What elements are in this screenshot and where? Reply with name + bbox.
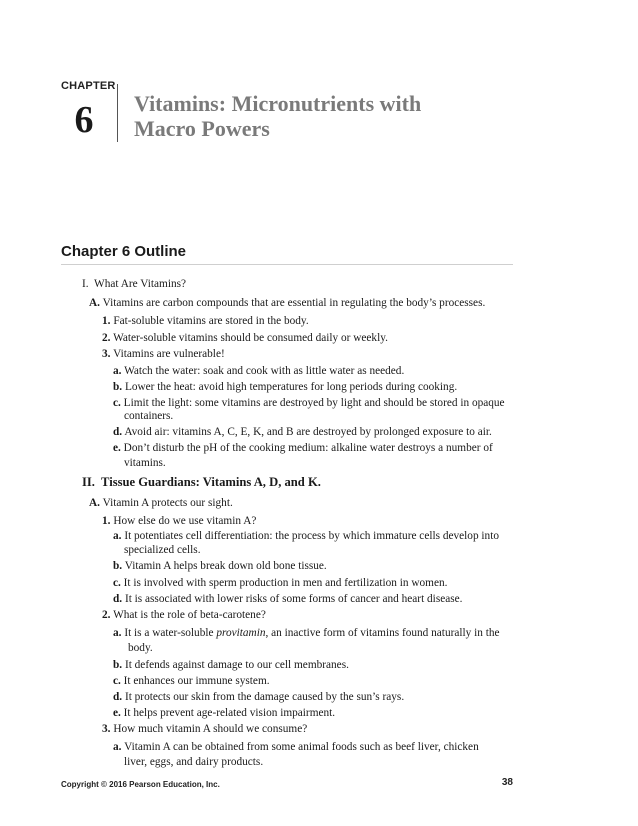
outline-text: , an inactive form of vitamins found naturally in the [265,627,500,639]
outline-item-II-A-2-b [113,658,349,672]
outline-label: II. [82,475,95,489]
chapter-label: CHAPTER [61,80,116,92]
outline-text: Avoid air: vitamins A, C, E, K, and B are destroyed by prolonged exposure to air. [124,426,492,438]
outline-item-II-A-1-a-continued [124,543,201,557]
outline-text: Lower the heat: avoid high temperatures for long periods during cooking. [124,381,458,393]
outline-item-II-A-2-c [113,674,270,688]
outline-text: Don’t disturb the pH of the cooking medium: alkaline water destroys a number of [123,442,493,454]
chapter-title [134,91,554,141]
outline-item-II-A-1 [102,514,256,528]
outline-text: Vitamin A helps break down old bone tissue. [124,560,327,572]
outline-label: c. [113,397,121,409]
outline-item-I-A-3-d [113,425,492,439]
outline-item-II-A-2-a [113,626,500,640]
outline-text: What Are Vitamins? [94,278,187,290]
outline-item-I [82,277,186,291]
outline-text: Vitamins are carbon compounds that are essential in regulating the body’s processes. [102,297,486,309]
outline-item-II-A-2-a-continued [128,641,153,655]
outline-text: It is involved with sperm production in men and fertilization in women. [123,577,448,589]
outline-text: Fat-soluble vitamins are stored in the body. [113,315,309,327]
outline-text: Water-soluble vitamins should be consumed daily or weekly. [113,332,388,344]
outline-item-I-A-3-e-continued [124,456,166,470]
outline-item-I-A-2 [102,331,388,345]
outline-item-II-A-2-d [113,690,404,704]
outline-label: d. [113,426,123,438]
outline-text: Vitamins are vulnerable! [113,348,225,360]
outline-item-I-A-1 [102,314,309,328]
outline-text: Vitamin A protects our sight. [102,497,233,509]
outline-item-I-A-3-e [113,441,493,455]
outline-text: body. [128,642,153,654]
footer-copyright: Copyright © 2016 Pearson Education, Inc. [61,780,220,789]
outline-text: It potentiates cell differentiation: the process by which immature cells develop into [124,530,499,542]
outline-text: Limit the light: some vitamins are destroyed by light and should be stored in opaque [123,397,505,409]
outline-item-II-A-3 [102,722,307,736]
outline-label: a. [113,741,122,753]
outline-text: It protects our skin from the damage caused by the sun’s rays. [124,691,405,703]
outline-text: containers. [124,410,174,422]
outline-item-II-A-3-a-continued [124,755,263,769]
outline-text: What is the role of beta-carotene? [113,609,266,621]
outline-label: e. [113,442,121,454]
outline-label: 2. [102,332,111,344]
outline-item-II-A-2 [102,608,266,622]
outline-text: It helps prevent age-related vision impairment. [123,707,336,719]
outline-item-II-A-1-b [113,559,327,573]
outline-item-I-A-3-a [113,364,404,378]
outline-label: A. [89,497,100,509]
outline-item-II-A-1-c [113,576,447,590]
outline-label: 1. [102,515,111,527]
outline-label: I. [82,278,89,290]
outline-label: a. [113,365,122,377]
outline-label: 1. [102,315,111,327]
outline-item-I-A [89,296,485,310]
outline-heading-rule [61,264,513,265]
outline-item-I-A-3-c-continued [124,409,173,423]
chapter-title-line-2: Macro Powers [134,116,270,141]
outline-text: Vitamin A can be obtained from some animal foods such as beef liver, chicken [124,741,479,753]
outline-text: specialized cells. [124,544,201,556]
outline-label: d. [113,593,123,605]
outline-item-II [82,475,321,489]
outline-text: Watch the water: soak and cook with as little water as needed. [124,365,405,377]
chapter-number: 6 [74,99,94,141]
outline-label: 3. [102,723,111,735]
outline-item-I-A-3-b [113,380,457,394]
outline-text: It defends against damage to our cell membranes. [124,659,349,671]
outline-label: b. [113,381,123,393]
outline-label: e. [113,707,121,719]
outline-text: How much vitamin A should we consume? [113,723,308,735]
outline-text: vitamins. [124,457,166,469]
outline-item-II-A-1-d [113,592,462,606]
outline-label: b. [113,659,123,671]
outline-text: liver, eggs, and dairy products. [124,756,264,768]
outline-text: Tissue Guardians: Vitamins A, D, and K. [101,475,321,489]
outline-text: It is a water-soluble [124,627,217,639]
outline-text: It enhances our immune system. [123,675,270,687]
footer-page-number: 38 [501,777,513,788]
outline-text: How else do we use vitamin A? [113,515,257,527]
outline-text-emphasis: provitamin [216,627,266,639]
outline-label: c. [113,577,121,589]
outline-item-I-A-3-c [113,396,505,410]
outline-item-II-A-1-a [113,529,499,543]
outline-label: d. [113,691,123,703]
outline-label: a. [113,530,122,542]
outline-item-II-A [89,496,233,510]
outline-label: 3. [102,348,111,360]
outline-label: A. [89,297,100,309]
chapter-divider [117,84,118,142]
outline-heading: Chapter 6 Outline [61,243,187,260]
chapter-title-line-1: Vitamins: Micronutrients with [134,91,422,116]
outline-label: b. [113,560,123,572]
outline-text: It is associated with lower risks of some forms of cancer and heart disease. [124,593,463,605]
outline-label: 2. [102,609,111,621]
outline-item-II-A-3-a [113,740,479,754]
outline-label: c. [113,675,121,687]
outline-item-I-A-3 [102,347,225,361]
outline-item-II-A-2-e [113,706,335,720]
outline-label: a. [113,627,122,639]
